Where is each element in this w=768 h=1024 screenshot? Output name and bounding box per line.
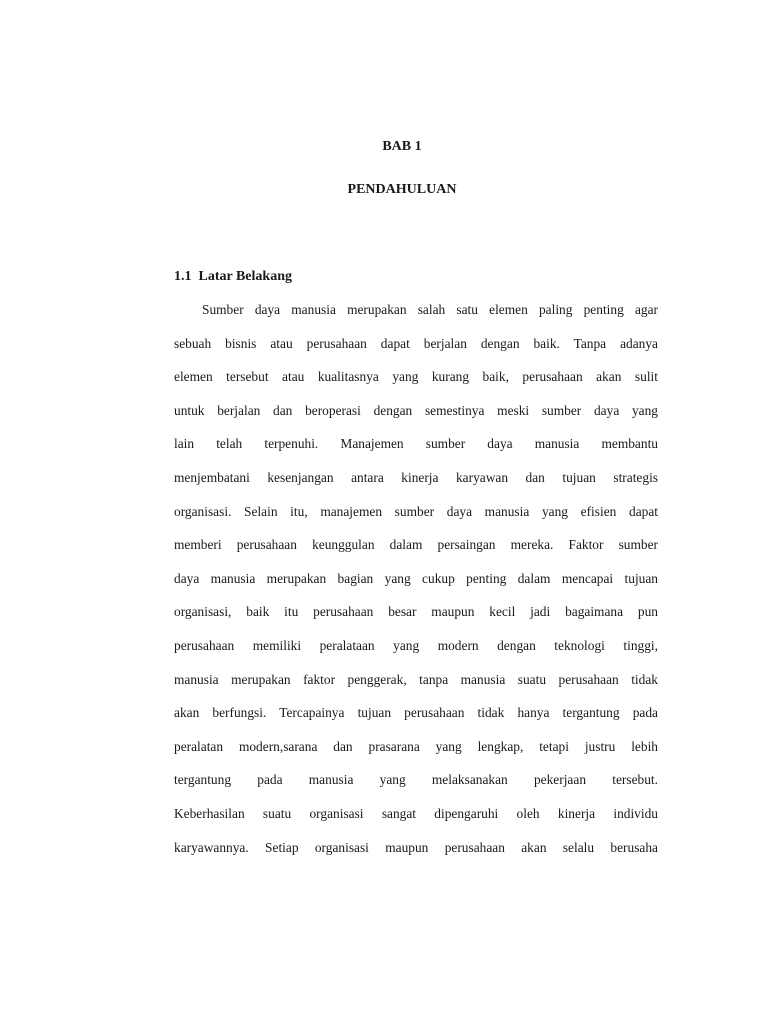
paragraph-line: memberi perusahaan keunggulan dalam persaingan mereka. Faktor sumber xyxy=(174,537,658,553)
paragraph-line: organisasi, baik itu perusahaan besar maupun kecil jadi bagaimana pun xyxy=(174,604,658,620)
paragraph-line: perusahaan memiliki peralataan yang modern dengan teknologi tinggi, xyxy=(174,637,658,653)
paragraph-line: untuk berjalan dan beroperasi dengan semestinya meski sumber daya yang xyxy=(174,402,658,418)
paragraph-line: Sumber daya manusia merupakan salah satu elemen paling penting agar xyxy=(202,302,658,317)
paragraph-line: sebuah bisnis atau perusahaan dapat berjalan dengan baik. Tanpa adanya xyxy=(174,335,658,351)
paragraph-line: peralatan modern,sarana dan prasarana yang lengkap, tetapi justru lebih xyxy=(174,738,658,754)
paragraph-line: karyawannya. Setiap organisasi maupun perusahaan akan selalu berusaha xyxy=(174,839,658,855)
paragraph-line: lain telah terpenuhi. Manajemen sumber daya manusia membantu xyxy=(174,436,658,452)
paragraph-line: manusia merupakan faktor penggerak, tanpa manusia suatu perusahaan tidak xyxy=(174,671,658,687)
paragraph-line: tergantung pada manusia yang melaksanakan pekerjaan tersebut. xyxy=(174,772,658,788)
paragraph-line: menjembatani kesenjangan antara kinerja karyawan dan tujuan strategis xyxy=(174,469,658,485)
body-paragraph xyxy=(174,300,658,871)
paragraph-line: elemen tersebut atau kualitasnya yang kurang baik, perusahaan akan sulit xyxy=(174,369,658,385)
section-heading: 1.1 Latar Belakang xyxy=(174,269,292,284)
paragraph-line: daya manusia merupakan bagian yang cukup penting dalam mencapai tujuan xyxy=(174,570,658,586)
chapter-number: BAB 1 xyxy=(382,139,422,154)
paragraph-line: Keberhasilan suatu organisasi sangat dipengaruhi oleh kinerja individu xyxy=(174,805,658,821)
paragraph-line: akan berfungsi. Tercapainya tujuan perusahaan tidak hanya tergantung pada xyxy=(174,705,658,721)
paragraph-line: organisasi. Selain itu, manajemen sumber daya manusia yang efisien dapat xyxy=(174,503,658,519)
chapter-title: PENDAHULUAN xyxy=(347,182,457,197)
